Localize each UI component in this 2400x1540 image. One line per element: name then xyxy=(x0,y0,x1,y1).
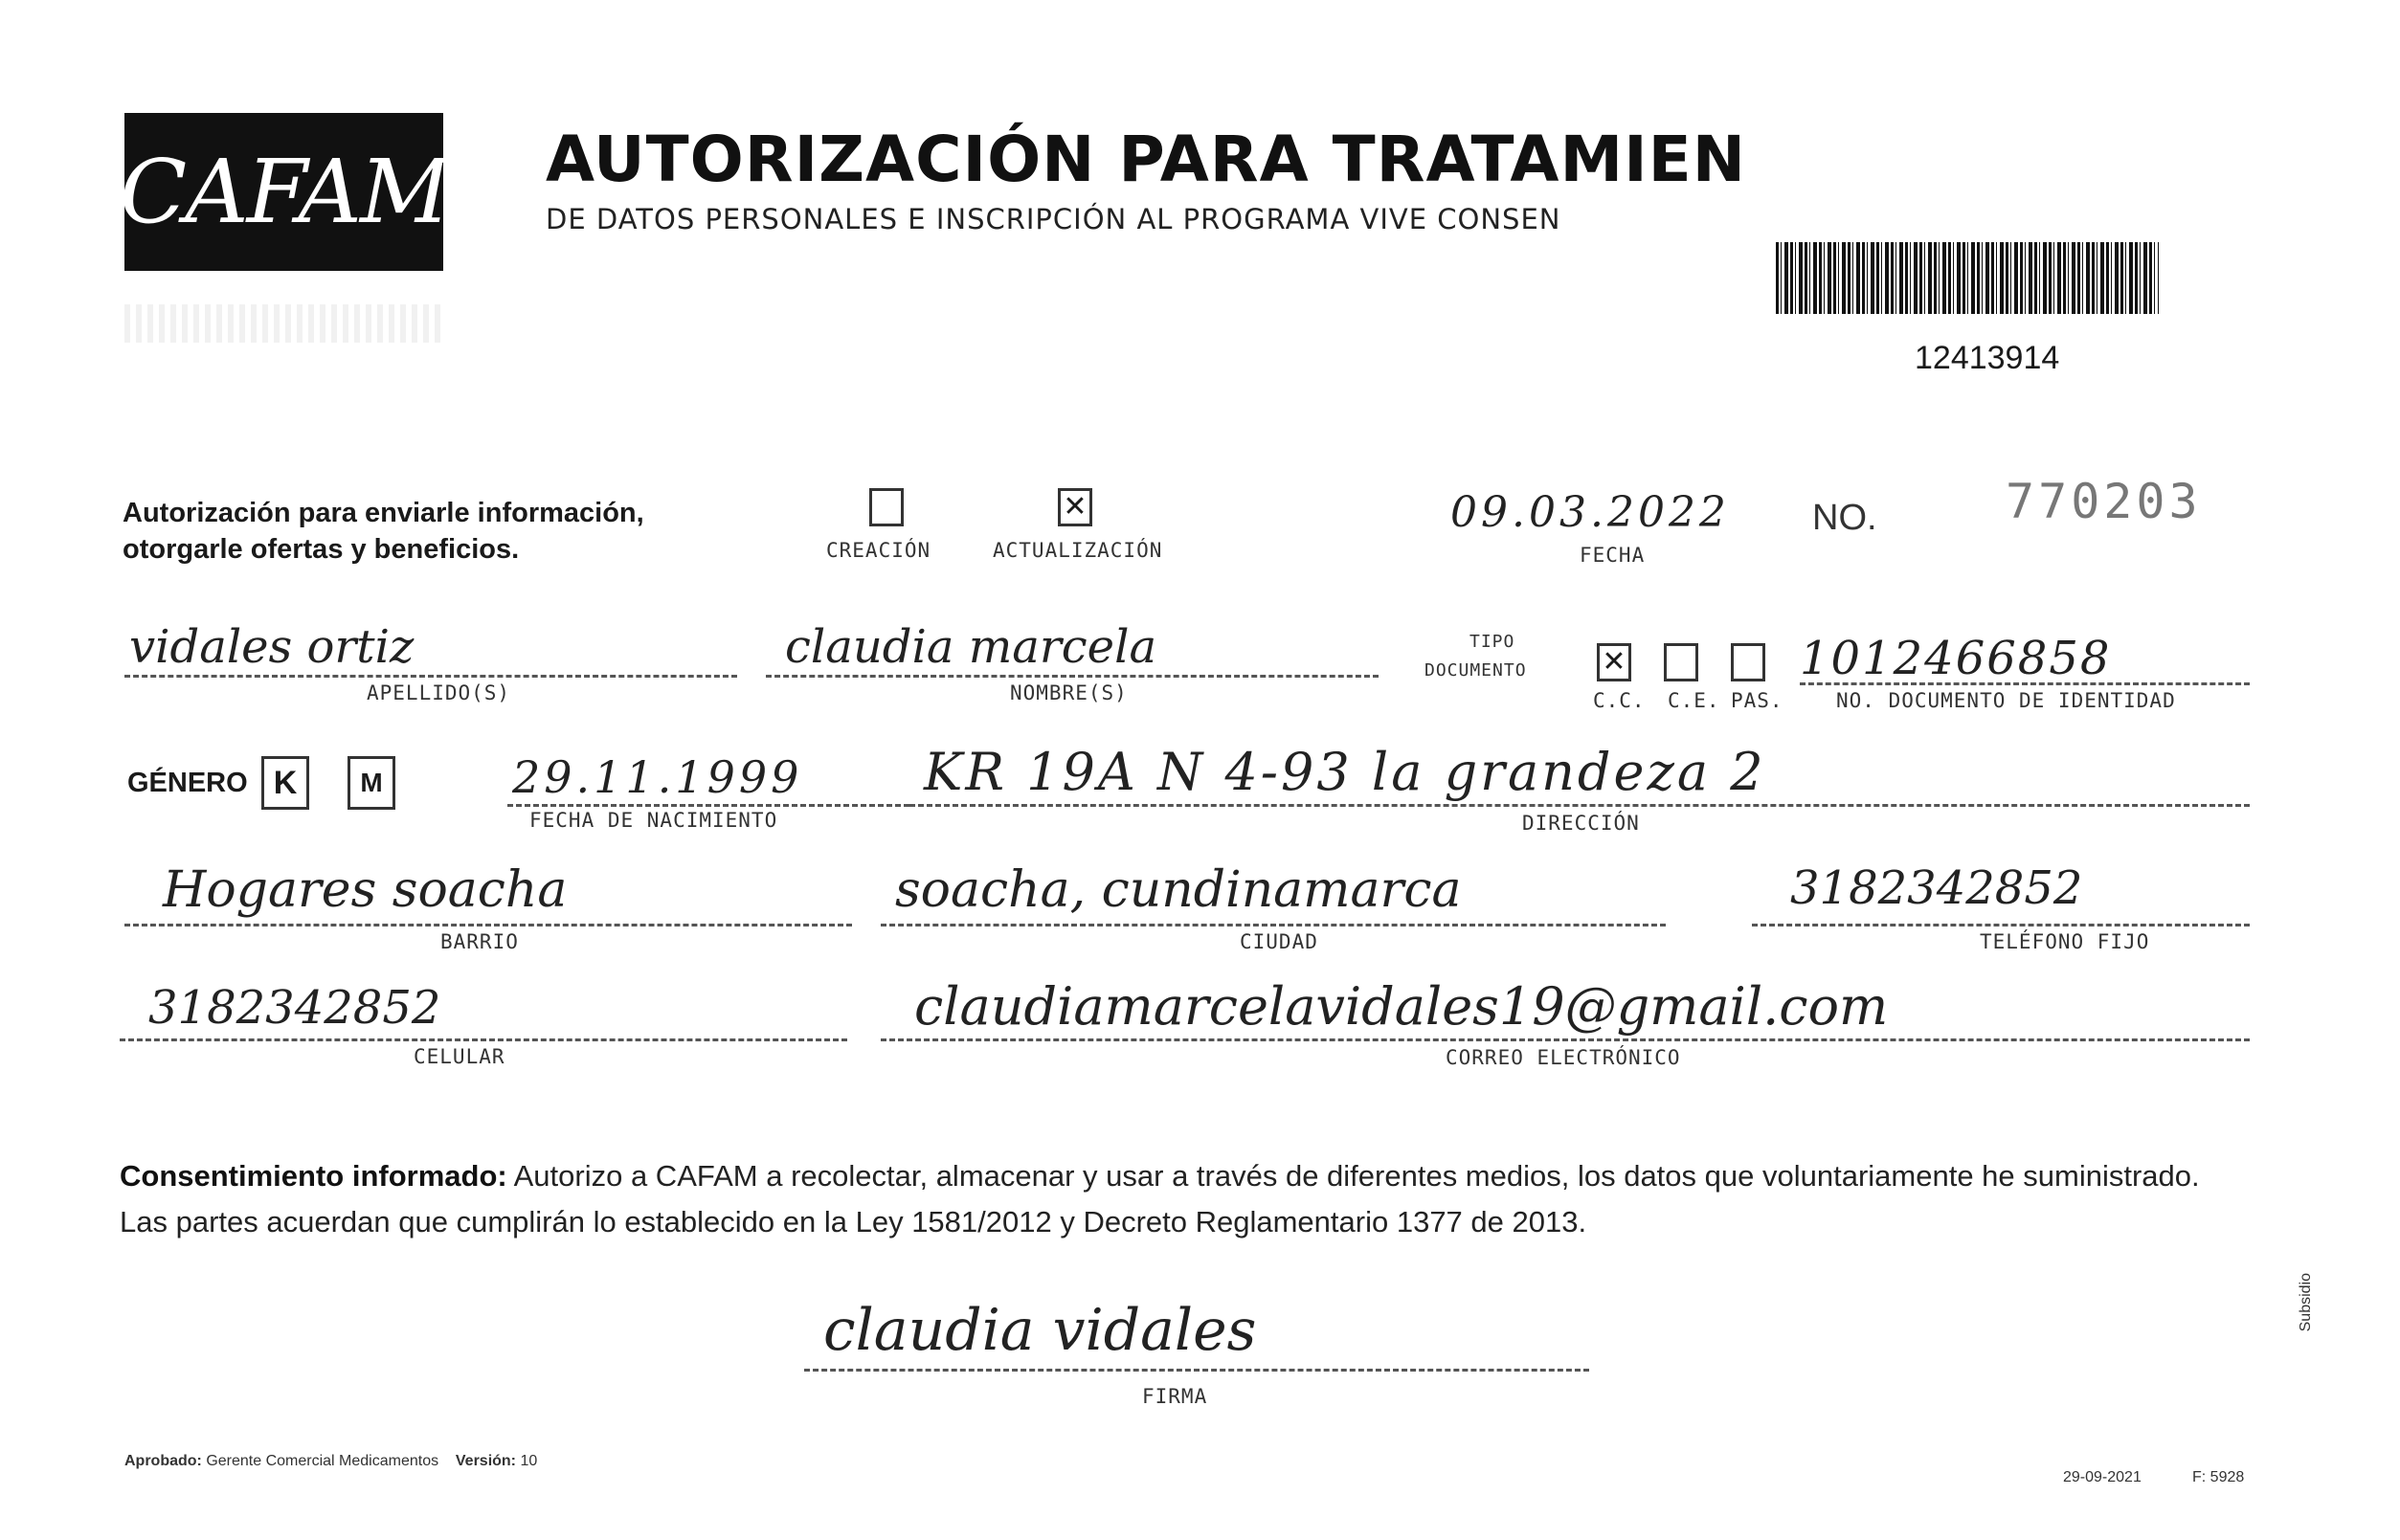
apellidos-line xyxy=(124,675,737,678)
form-subtitle: DE DATOS PERSONALES E INSCRIPCIÓN AL PROGRAMA VIVE CONSEN xyxy=(546,203,1561,235)
version-value: 10 xyxy=(520,1453,538,1469)
ciudad-line xyxy=(881,924,1666,926)
direccion-line xyxy=(909,804,2250,807)
tipo-pas-label: PAS. xyxy=(1731,689,1783,712)
intro-line-2: otorgarle ofertas y beneficios. xyxy=(123,534,520,565)
footer-code: F: 5928 xyxy=(2192,1469,2245,1485)
telefono-value: 3182342852 xyxy=(1790,861,2083,915)
tipo-cc-label: C.C. xyxy=(1593,689,1646,712)
ciudad-value: soacha, cundinamarca xyxy=(895,861,1462,919)
documento-label: NO. DOCUMENTO DE IDENTIDAD xyxy=(1836,689,2176,712)
cafam-logo: CAFAM xyxy=(124,113,443,271)
barcode-number: 12413914 xyxy=(1915,340,2060,376)
firma-value: claudia vidales xyxy=(823,1297,1257,1364)
blurred-stamp xyxy=(124,304,440,343)
form-title: AUTORIZACIÓN PARA TRATAMIEN xyxy=(546,123,1746,196)
fecha-label: FECHA xyxy=(1580,544,1646,567)
documento-value: 1012466858 xyxy=(1800,632,2112,685)
direccion-value: KR 19A N 4-93 la grandeza 2 xyxy=(924,742,1766,802)
telefono-line xyxy=(1752,924,2250,926)
celular-label: CELULAR xyxy=(414,1045,505,1068)
actualizacion-checkbox[interactable]: ✕ xyxy=(1058,488,1092,526)
creacion-label: CREACIÓN xyxy=(826,539,931,562)
genero-m-checkbox[interactable]: M xyxy=(348,756,395,810)
tipo-ce-checkbox[interactable] xyxy=(1664,643,1698,681)
genero-label: GÉNERO xyxy=(127,768,248,798)
nacimiento-line xyxy=(507,804,909,807)
nacimiento-value: 29.11.1999 xyxy=(512,751,803,803)
genero-f-checkbox[interactable]: K xyxy=(261,756,309,810)
tipo-documento-label-1: TIPO xyxy=(1469,632,1515,652)
barrio-label: BARRIO xyxy=(440,930,519,953)
barrio-line xyxy=(124,924,852,926)
correo-line xyxy=(881,1038,2250,1041)
nacimiento-label: FECHA DE NACIMIENTO xyxy=(529,809,778,832)
footer-approval xyxy=(124,1453,537,1470)
telefono-label: TELÉFONO FIJO xyxy=(1980,930,2150,953)
nombres-label: NOMBRE(S) xyxy=(1010,681,1128,704)
aprobado-value: Gerente Comercial Medicamentos xyxy=(206,1453,439,1469)
consent-paragraph xyxy=(120,1153,2254,1245)
documento-line xyxy=(1800,682,2250,685)
numero-value: 770203 xyxy=(2006,474,2202,529)
consent-bold: Consentimiento informado: xyxy=(120,1159,507,1193)
fecha-value: 09.03.2022 xyxy=(1450,488,1730,537)
celular-value: 3182342852 xyxy=(148,981,441,1035)
firma-label: FIRMA xyxy=(1142,1385,1208,1408)
nombres-line xyxy=(766,675,1379,678)
apellidos-label: APELLIDO(S) xyxy=(367,681,511,704)
correo-value: claudiamarcelavidales19@gmail.com xyxy=(914,976,1889,1037)
tipo-documento-label-2: DOCUMENTO xyxy=(1424,660,1527,681)
version-label: Versión: xyxy=(455,1453,517,1469)
celular-line xyxy=(120,1038,847,1041)
numero-label: NO. xyxy=(1812,498,1877,538)
consent-text: Autorizo a CAFAM a recolectar, almacenar y usar a través de diferentes medios, los datos que voluntariamente he suministrado. Las partes acuerdan que cumplirán lo establecido en la Ley 1581/2012 y Decreto Reglamentario 1377 de 2013. xyxy=(120,1159,2200,1239)
barcode xyxy=(1776,242,2159,314)
tipo-cc-checkbox[interactable]: ✕ xyxy=(1597,643,1631,681)
side-subsidio-text: Subsidio xyxy=(2298,1273,2314,1332)
firma-line xyxy=(804,1369,1589,1372)
tipo-ce-label: C.E. xyxy=(1668,689,1720,712)
apellidos-value: vidales ortiz xyxy=(129,620,415,674)
correo-label: CORREO ELECTRÓNICO xyxy=(1446,1046,1681,1069)
nombres-value: claudia marcela xyxy=(785,620,1157,674)
creacion-checkbox[interactable] xyxy=(869,488,904,526)
footer-date: 29-09-2021 xyxy=(2063,1469,2142,1485)
actualizacion-label: ACTUALIZACIÓN xyxy=(993,539,1163,562)
direccion-label: DIRECCIÓN xyxy=(1522,812,1640,835)
aprobado-label: Aprobado: xyxy=(124,1453,202,1469)
ciudad-label: CIUDAD xyxy=(1240,930,1318,953)
intro-line-1: Autorización para enviarle información, xyxy=(123,498,644,528)
barrio-value: Hogares soacha xyxy=(163,861,568,919)
tipo-pas-checkbox[interactable] xyxy=(1731,643,1765,681)
